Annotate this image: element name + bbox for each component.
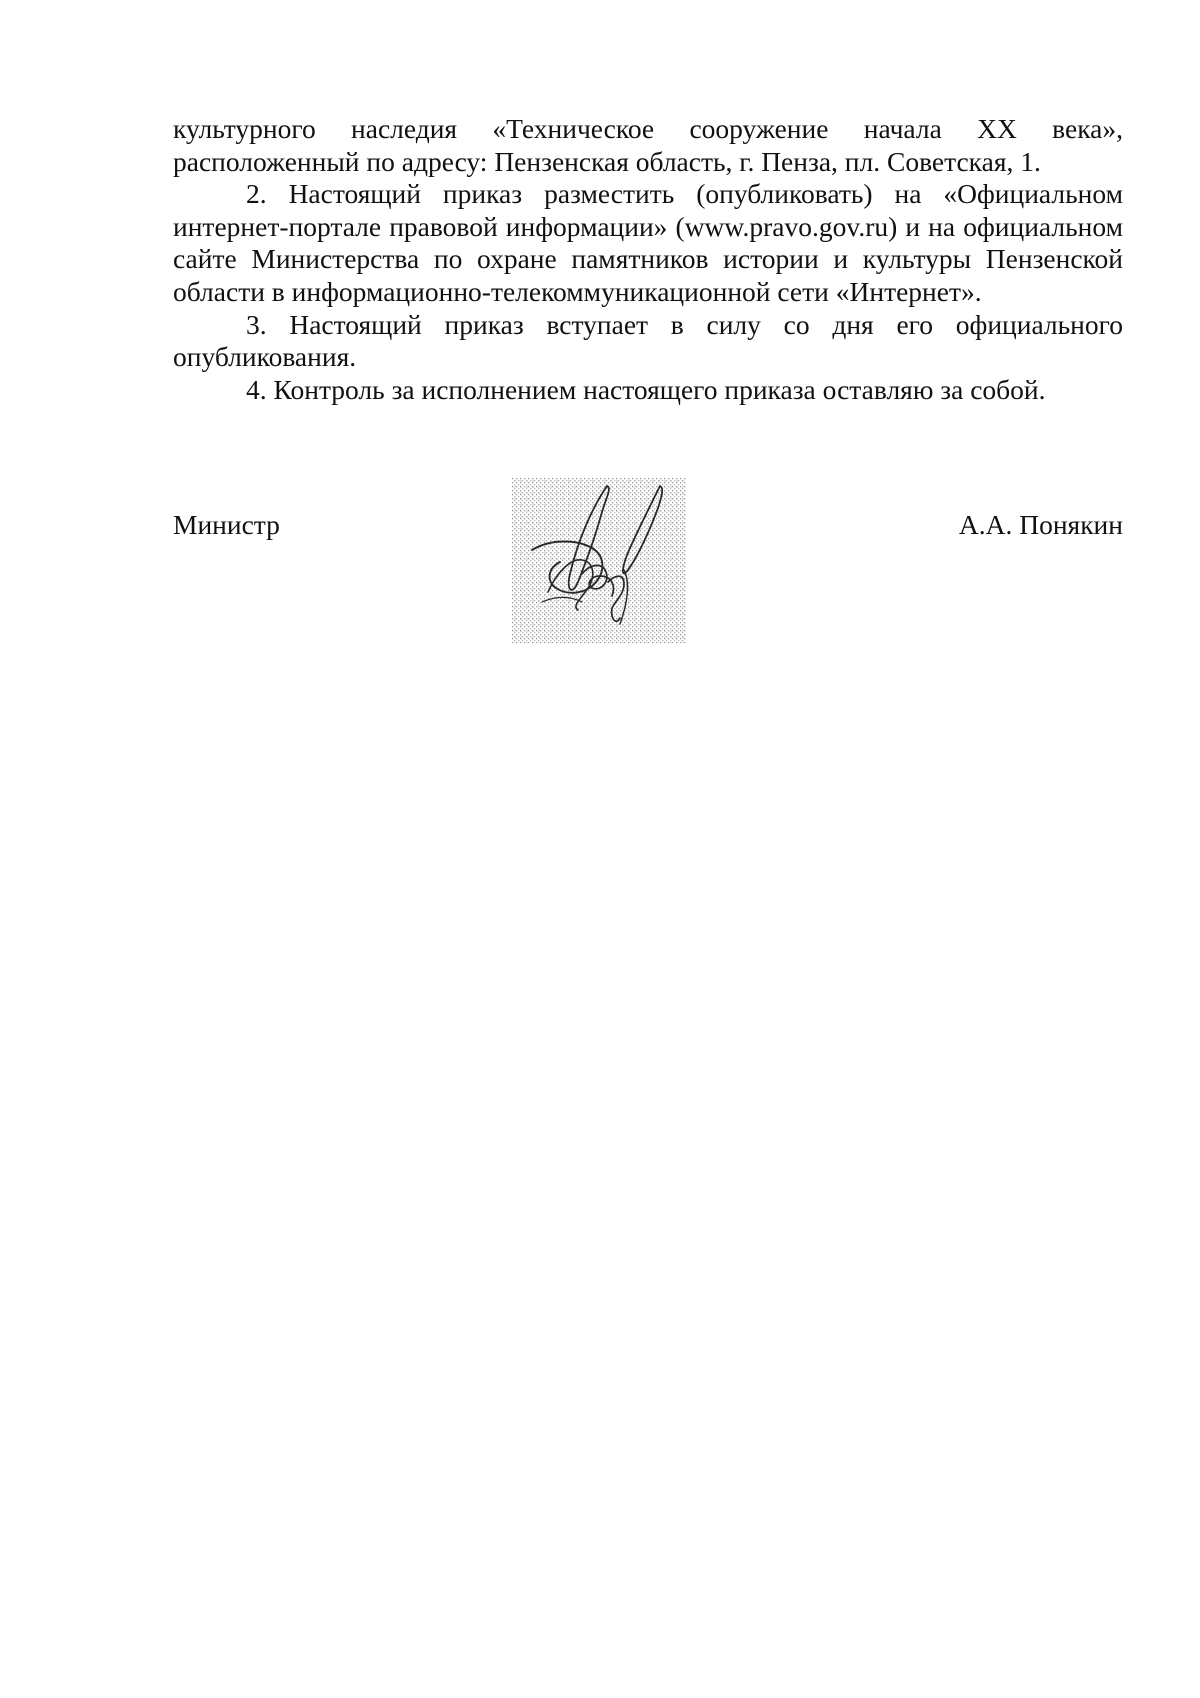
paragraph-4-control: 4. Контроль за исполнением настоящего приказа оставляю за собой. (246, 373, 1046, 405)
handwritten-signature-icon (512, 478, 686, 643)
signatory-position: Министр (173, 509, 280, 540)
paragraph-3-effective-date: 3. Настоящий приказ вступает в силу со дня его официального опубликования. (173, 308, 1123, 373)
body-text (173, 113, 1123, 406)
signature-row (173, 505, 1123, 545)
signatory-name: А.А. Понякин (958, 509, 1123, 540)
paragraph-continuation: культурного наследия «Техническое сооружение начала XX века», расположенный по адресу: Пензенская область, г. Пенза, пл. Советская, 1. (173, 113, 1123, 177)
paragraph-2-publication: 2. Настоящий приказ разместить (опубликовать) на «Официальном интернет-портале правовой информации» (www.pravo.gov.ru) и на официальном сайте Министерства по охране памятников истории и культуры Пензенской области в информационно-телекоммуникационной сети «Интернет». (173, 178, 1123, 307)
